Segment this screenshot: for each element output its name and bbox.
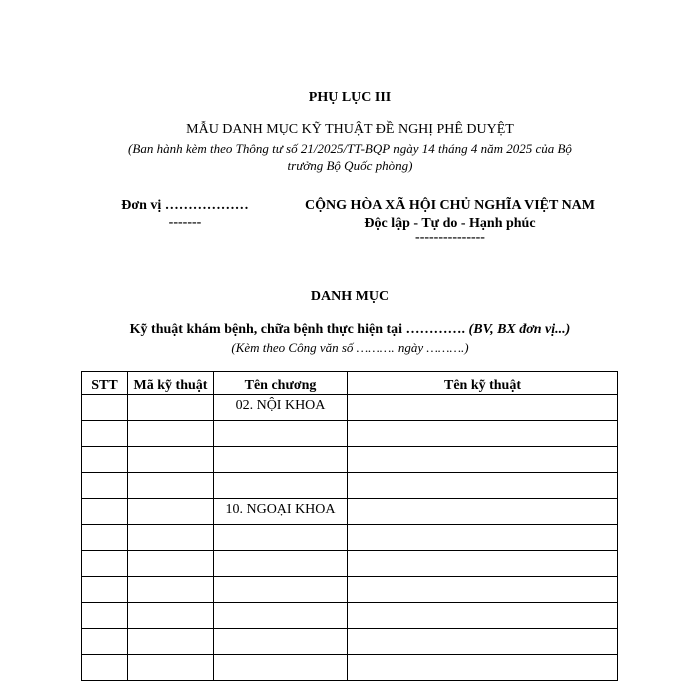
cell-technique-code bbox=[128, 395, 214, 421]
table-row bbox=[82, 551, 618, 577]
table-row bbox=[82, 603, 618, 629]
cell-technique-code bbox=[128, 421, 214, 447]
form-title: MẪU DANH MỤC KỸ THUẬT ĐỀ NGHỊ PHÊ DUYỆT bbox=[186, 122, 514, 137]
cell-chapter-name bbox=[214, 473, 348, 499]
list-reference: (Kèm theo Công văn số ………. ngày ……….) bbox=[231, 340, 469, 355]
cell-technique-name bbox=[348, 395, 618, 421]
cell-stt bbox=[82, 525, 128, 551]
table-row bbox=[82, 421, 618, 447]
cell-stt bbox=[82, 421, 128, 447]
table-row bbox=[82, 655, 618, 681]
cell-stt bbox=[82, 655, 128, 681]
cell-chapter-name bbox=[214, 421, 348, 447]
table-row bbox=[82, 629, 618, 655]
list-subtitle-unit: (BV, BX đơn vị...) bbox=[468, 322, 571, 337]
cell-chapter-name: 10. NGOẠI KHOA bbox=[214, 499, 348, 525]
list-subtitle-main: Kỹ thuật khám bệnh, chữa bệnh thực hiện tại …………. bbox=[129, 322, 469, 337]
motto-dash: --------------- bbox=[415, 230, 485, 245]
cell-chapter-name bbox=[214, 551, 348, 577]
cell-technique-name bbox=[348, 577, 618, 603]
header-stt: STT bbox=[82, 372, 128, 395]
list-subtitle bbox=[0, 322, 700, 338]
table-row bbox=[82, 525, 618, 551]
issued-note-line-2: trưởng Bộ Quốc phòng) bbox=[287, 158, 413, 173]
unit-block bbox=[110, 197, 260, 231]
cell-stt bbox=[82, 447, 128, 473]
cell-chapter-name: 02. NỘI KHOA bbox=[214, 395, 348, 421]
cell-chapter-name bbox=[214, 447, 348, 473]
cell-chapter-name bbox=[214, 525, 348, 551]
technique-table bbox=[81, 371, 618, 681]
table-header-row bbox=[82, 372, 618, 395]
cell-chapter-name bbox=[214, 603, 348, 629]
header-technique-name: Tên kỹ thuật bbox=[348, 372, 618, 395]
table-row bbox=[82, 447, 618, 473]
cell-technique-code bbox=[128, 655, 214, 681]
cell-technique-code bbox=[128, 473, 214, 499]
cell-technique-name bbox=[348, 499, 618, 525]
cell-chapter-name bbox=[214, 577, 348, 603]
cell-chapter-name bbox=[214, 629, 348, 655]
cell-stt bbox=[82, 577, 128, 603]
table-row bbox=[82, 473, 618, 499]
cell-stt bbox=[82, 551, 128, 577]
cell-technique-code bbox=[128, 603, 214, 629]
cell-technique-code bbox=[128, 629, 214, 655]
table-row bbox=[82, 499, 618, 525]
cell-technique-name bbox=[348, 447, 618, 473]
cell-stt bbox=[82, 395, 128, 421]
national-motto: Độc lập - Tự do - Hạnh phúc bbox=[364, 216, 536, 231]
cell-technique-code bbox=[128, 551, 214, 577]
cell-technique-name bbox=[348, 473, 618, 499]
annex-heading: PHỤ LỤC III bbox=[308, 90, 392, 105]
national-heading bbox=[290, 197, 610, 243]
cell-technique-code bbox=[128, 447, 214, 473]
cell-technique-code bbox=[128, 525, 214, 551]
table-row bbox=[82, 395, 618, 421]
header-technique-code: Mã kỹ thuật bbox=[128, 372, 214, 395]
unit-dash: ------- bbox=[168, 215, 202, 230]
table-body bbox=[82, 395, 618, 681]
cell-technique-name bbox=[348, 421, 618, 447]
cell-chapter-name bbox=[214, 655, 348, 681]
issued-note bbox=[90, 140, 610, 174]
cell-stt bbox=[82, 473, 128, 499]
cell-technique-name bbox=[348, 525, 618, 551]
cell-stt bbox=[82, 499, 128, 525]
table-row bbox=[82, 577, 618, 603]
list-title: DANH MỤC bbox=[310, 289, 390, 304]
issued-note-line-1: (Ban hành kèm theo Thông tư số 21/2025/TT-BQP ngày 14 tháng 4 năm 2025 của Bộ bbox=[128, 141, 572, 156]
unit-label: Đơn vị ……………… bbox=[121, 198, 249, 213]
cell-technique-name bbox=[348, 655, 618, 681]
cell-stt bbox=[82, 629, 128, 655]
country-name: CỘNG HÒA XÃ HỘI CHỦ NGHĨA VIỆT NAM bbox=[304, 198, 595, 213]
cell-technique-code bbox=[128, 499, 214, 525]
header-chapter-name: Tên chương bbox=[214, 372, 348, 395]
cell-technique-name bbox=[348, 551, 618, 577]
cell-technique-name bbox=[348, 603, 618, 629]
cell-stt bbox=[82, 603, 128, 629]
cell-technique-code bbox=[128, 577, 214, 603]
cell-technique-name bbox=[348, 629, 618, 655]
